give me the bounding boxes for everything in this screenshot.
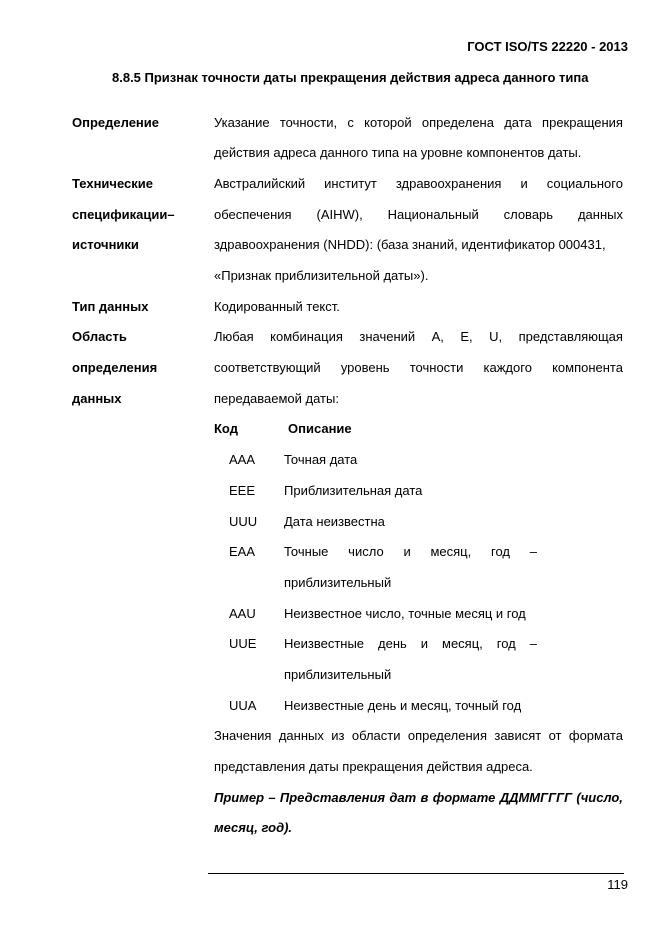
word: Точные bbox=[284, 544, 329, 559]
definition-line-1 bbox=[214, 115, 623, 130]
word: день bbox=[378, 636, 407, 651]
description-cell: Точная дата bbox=[284, 452, 358, 467]
word: месяц, bbox=[442, 636, 483, 651]
word: точности, bbox=[279, 115, 338, 130]
word: – bbox=[529, 544, 537, 559]
word: число bbox=[348, 544, 384, 559]
tech-spec-line-3: здравоохранения (NHDD): (база знаний, идентификатор 000431, bbox=[214, 237, 606, 252]
word: обеспечения bbox=[214, 207, 292, 222]
word: год bbox=[491, 544, 510, 559]
note-line-1 bbox=[214, 728, 623, 743]
word: области bbox=[351, 728, 401, 743]
word: компонента bbox=[552, 360, 623, 375]
word: и bbox=[420, 636, 429, 651]
word: в bbox=[420, 790, 429, 805]
description-cell bbox=[284, 544, 537, 559]
word: формата bbox=[568, 728, 623, 743]
word: здравоохранения bbox=[395, 176, 502, 191]
label-domain-1: Область bbox=[72, 329, 127, 344]
word: соответствующий bbox=[214, 360, 321, 375]
word: формате bbox=[432, 790, 496, 805]
codes-header-code: Код bbox=[214, 421, 238, 436]
word: словарь bbox=[503, 207, 554, 222]
page-number: 119 bbox=[607, 877, 628, 892]
word: с bbox=[347, 115, 354, 130]
word: зависят bbox=[494, 728, 542, 743]
description-cell: Неизвестное число, точные месяц и год bbox=[284, 606, 526, 621]
code-cell: EEE bbox=[229, 483, 256, 498]
domain-line-3: передаваемой даты: bbox=[214, 391, 339, 406]
word: Пример bbox=[214, 790, 265, 805]
tech-spec-line-2 bbox=[214, 207, 623, 222]
code-cell: AAA bbox=[229, 452, 256, 467]
description-cell bbox=[284, 636, 537, 651]
word: и bbox=[520, 176, 528, 191]
word: которой bbox=[364, 115, 412, 130]
word: Представления bbox=[279, 790, 386, 805]
tech-spec-line-4: «Признак приблизительной даты»). bbox=[214, 268, 429, 283]
code-cell: UUA bbox=[229, 698, 257, 713]
word: – bbox=[529, 636, 537, 651]
label-domain-3: данных bbox=[72, 391, 122, 406]
example-line-1 bbox=[214, 790, 623, 805]
word: (AIHW), bbox=[316, 207, 363, 222]
label-tech-spec-2: спецификации– bbox=[72, 207, 175, 222]
word: определения bbox=[407, 728, 487, 743]
word: год bbox=[496, 636, 516, 651]
word: каждого bbox=[483, 360, 532, 375]
domain-line-2 bbox=[214, 360, 623, 375]
word: (число, bbox=[576, 790, 623, 805]
word: Национальный bbox=[387, 207, 479, 222]
codes-header-description: Описание bbox=[288, 421, 352, 436]
word: U, bbox=[489, 329, 503, 344]
word: комбинация bbox=[270, 329, 343, 344]
example-line-2: месяц, год). bbox=[214, 820, 293, 835]
word: точности bbox=[409, 360, 464, 375]
word: уровень bbox=[340, 360, 390, 375]
standard-header: ГОСТ ISO/TS 22220 - 2013 bbox=[467, 39, 628, 54]
word: дата bbox=[504, 115, 532, 130]
word: институт bbox=[324, 176, 377, 191]
word: данных bbox=[577, 207, 623, 222]
label-tech-spec-1: Технические bbox=[72, 176, 153, 191]
label-domain-2: определения bbox=[72, 360, 158, 375]
code-cell: EAA bbox=[229, 544, 256, 559]
word: Значения bbox=[214, 728, 272, 743]
section-title: 8.8.5 Признак точности даты прекращения действия адреса данного типа bbox=[112, 70, 589, 85]
description-cell-continuation: приблизительный bbox=[284, 667, 392, 682]
word: ДДММГГГГ bbox=[499, 790, 573, 805]
word: Е, bbox=[460, 329, 473, 344]
word: Неизвестные bbox=[284, 636, 365, 651]
tech-spec-line-1 bbox=[214, 176, 623, 191]
data-type-value: Кодированный текст. bbox=[214, 299, 340, 314]
label-data-type: Тип данных bbox=[72, 299, 149, 314]
word: Австралийский bbox=[214, 176, 306, 191]
description-cell: Дата неизвестна bbox=[284, 514, 385, 529]
label-tech-spec-3: источники bbox=[72, 237, 139, 252]
definition-line-2: действия адреса данного типа на уровне компонентов даты. bbox=[214, 145, 582, 160]
word: месяц, bbox=[430, 544, 472, 559]
code-cell: AAU bbox=[229, 606, 256, 621]
domain-line-1 bbox=[214, 329, 623, 344]
word: социального bbox=[546, 176, 623, 191]
word: Указание bbox=[214, 115, 270, 130]
footer-divider bbox=[208, 873, 624, 874]
word: Любая bbox=[214, 329, 254, 344]
description-cell: Приблизительная дата bbox=[284, 483, 423, 498]
word: значений bbox=[359, 329, 416, 344]
code-cell: UUE bbox=[229, 636, 257, 651]
word: определена bbox=[421, 115, 494, 130]
word: из bbox=[331, 728, 345, 743]
description-cell-continuation: приблизительный bbox=[284, 575, 392, 590]
word: А, bbox=[431, 329, 444, 344]
word: – bbox=[268, 790, 276, 805]
code-cell: UUU bbox=[229, 514, 258, 529]
word: данных bbox=[278, 728, 324, 743]
word: от bbox=[548, 728, 562, 743]
word: и bbox=[403, 544, 411, 559]
word: дат bbox=[389, 790, 417, 805]
note-line-2: представления даты прекращения действия адреса. bbox=[214, 759, 533, 774]
word: представляющая bbox=[518, 329, 623, 344]
label-definition: Определение bbox=[72, 115, 160, 130]
word: прекращения bbox=[542, 115, 623, 130]
description-cell: Неизвестные день и месяц, точный год bbox=[284, 698, 522, 713]
